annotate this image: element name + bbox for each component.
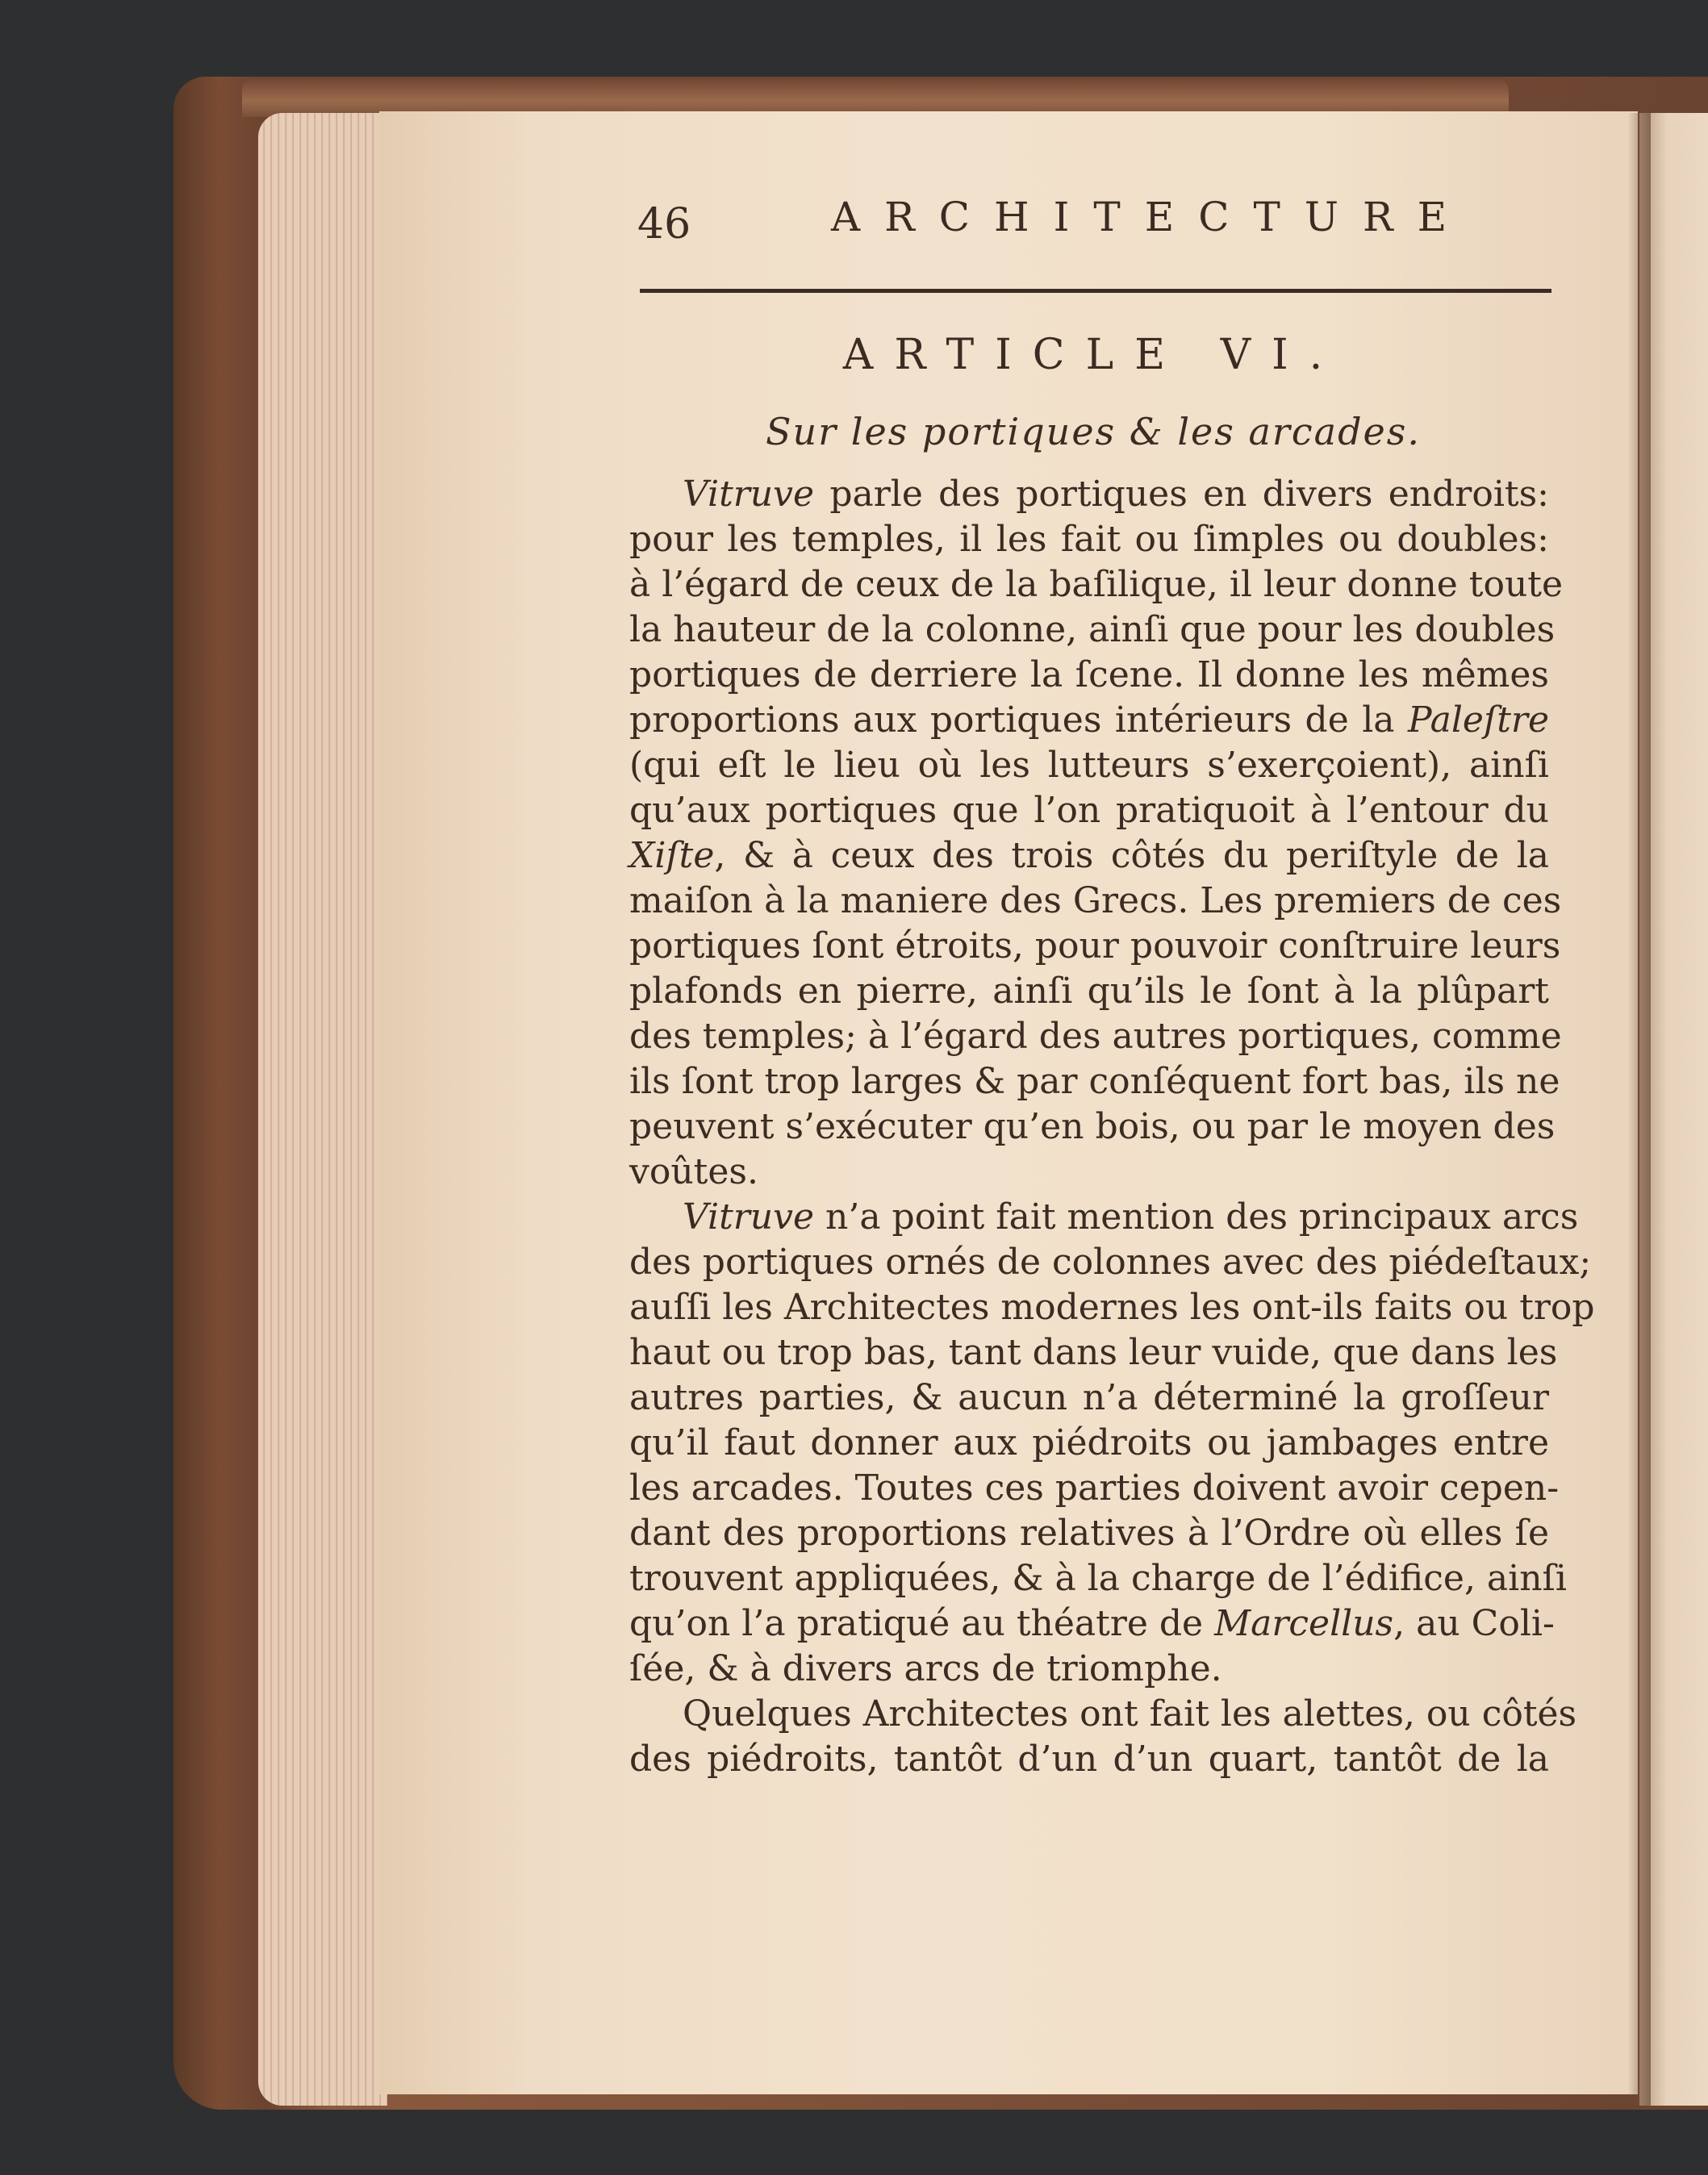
text-run: qu’on l’a pratiqué au théatre de [629,1603,1215,1644]
text-line: les arcades. Toutes ces parties doivent avoir cepen- [629,1467,1560,1509]
text-line: portiques ſont étroits, pour pouvoir conſtruire leurs [629,925,1561,966]
text-run: , & à ceux des trois côtés du periſtyle de la [714,835,1549,876]
text-line [629,1601,1555,1647]
text-line: ſée, & à divers arcs de triomphe. [629,1648,1222,1689]
text-line: plafonds en pierre, ainſi qu’ils le ſont à la plûpart [629,971,1549,1012]
page-number: 46 [637,200,691,248]
text-line [629,833,1549,879]
text-line: pour les temples, il les fait ou ſimples ou doubles: [629,519,1549,560]
text-run: Marcellus [1214,1603,1394,1644]
text-line: à l’égard de ceux de la baſilique, il leur donne toute [629,564,1563,605]
text-line: des temples; à l’égard des autres portiques, comme [629,1016,1562,1057]
text-line: qu’aux portiques que l’on pratiquoit à l’entour du [629,790,1549,831]
paragraph [629,1692,1577,1782]
text-line: des portiques ornés de colonnes avec des piédeſtaux; [629,1242,1592,1283]
text-line: haut ou trop bas, tant dans leur vuide, que dans les [629,1332,1558,1373]
text-line: (qui eſt le lieu où les lutteurs s’exerçoient), ainſi [629,745,1549,786]
running-title: ARCHITECTURE [831,194,1472,240]
paragraph [629,472,1563,1195]
article-subtitle: Sur les portiques & les arcades. [766,410,1421,453]
text-line [629,1195,1579,1240]
text-run: , au Coli- [1393,1603,1555,1644]
text-run: Vitruve [683,474,815,515]
text-line: qu’il faut donner aux piédroits ou jambages entre [629,1422,1549,1463]
text-line: maiſon à la maniere des Grecs. Les premiers de ces [629,880,1562,921]
text-line: trouvent appliquées, & à la charge de l’édifice, ainſi [629,1558,1567,1599]
text-line: auſſi les Architectes modernes les ont-ils faits ou trop [629,1287,1595,1328]
text-run: parle des portiques en divers endroits: [814,474,1549,515]
page-header [637,194,1549,258]
page-edges [258,113,387,2106]
page-gutter [1628,113,1651,2106]
text-run: Vitruve [683,1196,815,1238]
text-line [629,472,1549,517]
text-line [629,698,1549,743]
body-text [629,472,1595,1782]
text-run: Paleſtre [1407,699,1549,741]
text-run: n’a point fait mention des principaux arcs [814,1196,1579,1238]
text-line: Quelques Architectes ont fait les alettes, ou côtés [683,1693,1577,1735]
text-line: des piédroits, tantôt d’un d’un quart, tantôt de la [629,1739,1549,1780]
text-line: peuvent s’exécuter qu’en bois, ou par le moyen des [629,1106,1556,1147]
text-line: portiques de derriere la ſcene. Il donne les mêmes [629,654,1549,695]
text-line: ils ſont trop larges & par conſéquent fort bas, ils ne [629,1061,1560,1102]
text-line: autres parties, & aucun n’a déterminé la groſſeur [629,1377,1549,1418]
text-line: dant des proportions relatives à l’Ordre où elles ſe [629,1513,1549,1554]
text-run: proportions aux portiques intérieurs de la [629,699,1408,741]
text-line: voûtes. [629,1151,758,1192]
header-rule [640,289,1551,293]
paragraph [629,1195,1595,1692]
article-title: ARTICLE VI. [842,331,1344,379]
text-run: Xiſte [629,835,715,876]
text-line: la hauteur de la colonne, ainſi que pour les doubles [629,609,1556,650]
